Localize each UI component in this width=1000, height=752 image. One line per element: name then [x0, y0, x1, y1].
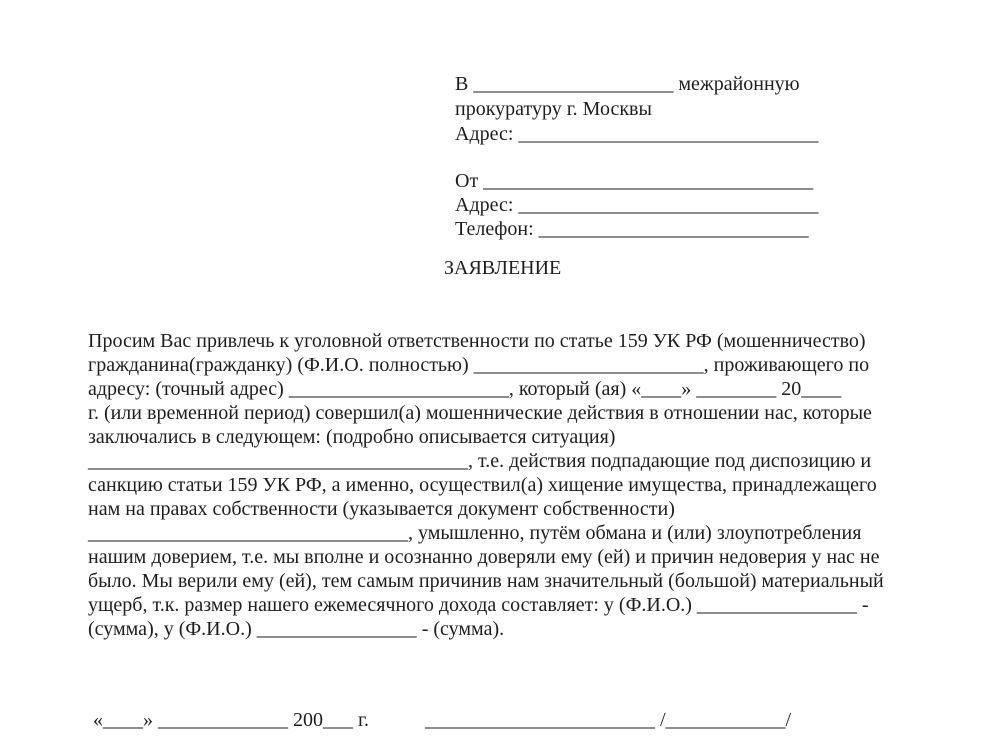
body-line: г. (или временной период) совершил(а) мошеннические действия в отношении нас, которые [88, 402, 872, 424]
sender-line-2: Адрес: ______________________________ [455, 194, 819, 216]
body-line: ущерб, т.к. размер нашего ежемесячного дохода составляет: у (Ф.И.О.) ________________ - [88, 594, 869, 616]
recipient-line-2: прокуратуру г. Москвы [455, 98, 652, 120]
recipient-line-1: В ____________________ межрайонную [455, 73, 800, 95]
body-line: адресу: (точный адрес) ______________________, который (ая) «____» ________ 20____ [88, 378, 842, 400]
body-line: Просим Вас привлечь к уголовной ответственности по статье 159 УК РФ (мошенничество) [88, 330, 866, 352]
body-line: нашим доверием, т.е. мы вполне и осознанно доверяли ему (ей) и причин недоверия у нас не [88, 546, 880, 568]
recipient-line-3: Адрес: ______________________________ [455, 123, 819, 145]
body-line: нам на правах собственности (указывается документ собственности) [88, 498, 675, 520]
date-line: «____» _____________ 200___ г. [93, 709, 369, 731]
recipient-block [455, 72, 818, 147]
document-title: ЗАЯВЛЕНИЕ [444, 257, 562, 279]
body-line: заключались в следующем: (подробно описывается ситуация) [88, 426, 616, 448]
body-paragraph [88, 329, 958, 641]
sender-line-3: Телефон: ___________________________ [455, 218, 809, 240]
sender-line-1: От _________________________________ [455, 170, 814, 192]
body-line: (сумма), у (Ф.И.О.) ________________ - (сумма). [88, 618, 505, 640]
footer-row [0, 709, 1000, 739]
body-line: санкцию статьи 159 УК РФ, а именно, осуществил(а) хищение имущества, принадлежащего [88, 474, 877, 496]
sender-block [455, 169, 818, 241]
body-line: было. Мы верили ему (ей), тем самым причинив нам значительный (большой) материальный [88, 570, 884, 592]
body-line: ________________________________, умышленно, путём обмана и (или) злоупотребления [88, 522, 862, 544]
body-line: ______________________________________, т.е. действия подпадающие под диспозицию и [88, 450, 872, 472]
body-line: гражданина(гражданку) (Ф.И.О. полностью) _______________________, проживающего по [88, 354, 870, 376]
signature-line: _______________________ /____________/ [425, 709, 792, 731]
